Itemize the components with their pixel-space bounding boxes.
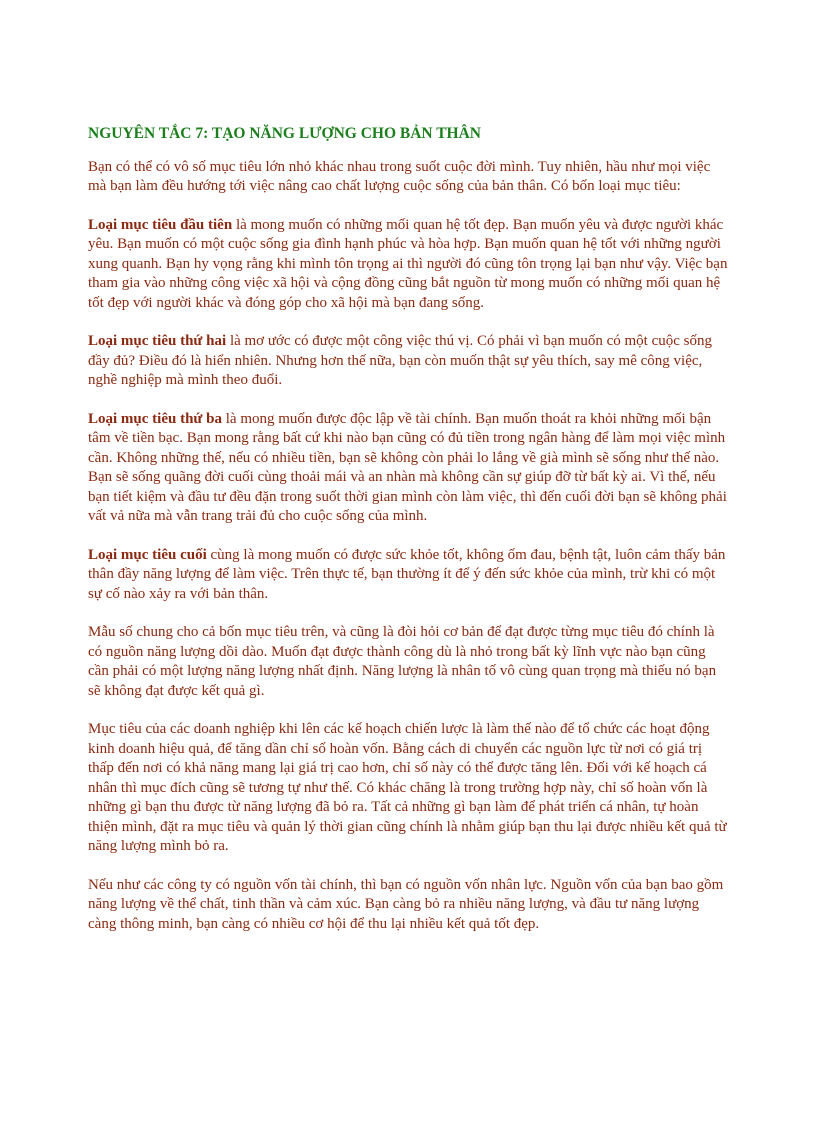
body-paragraph-3: Nếu như các công ty có nguồn vốn tài chính, thì bạn có nguồn vốn nhân lực. Nguồn vốn của bạn bao gồm năng lượng về thể chất, tinh thần và cảm xúc. Bạn càng bỏ ra nhiều năng lượng, và đầu tư năng lượng càng thông minh, bạn càng có nhiều cơ hội để thu lại nhiều kết quả tốt đẹp. [88, 876, 724, 932]
goal-text: cùng là mong muốn có được sức khỏe tốt, không ốm đau, bệnh tật, luôn cảm thấy bản thân đầy năng lượng để làm việc. Trên thực tế, bạn thường ít để ý đến sức khỏe của mình, trừ khi có một sự cố nào xảy ra với bản thân. [88, 546, 726, 602]
body-paragraph-1: Mẫu số chung cho cả bốn mục tiêu trên, và cũng là đòi hỏi cơ bản để đạt được từng mục tiêu đó chính là có nguồn năng lượng dồi dào. Muốn đạt được thành công dù là nhỏ trong bất kỳ lĩnh vực nào bạn cũng cần phải có một lượng năng lượng nhất định. Năng lượng là nhân tố vô cùng quan trọng mà thiếu nó bạn sẽ không đạt được kết quả gì. [88, 624, 717, 699]
goal-paragraph-2 [88, 332, 728, 391]
goal-lead: Loại mục tiêu đầu tiên [88, 216, 233, 233]
body-paragraph-2: Mục tiêu của các doanh nghiệp khi lên các kế hoạch chiến lược là làm thế nào để tổ chức các hoạt động kinh doanh hiệu quả, để tăng dần chỉ số hoàn vốn. Bằng cách di chuyển các nguồn lực từ nơi có giá trị thấp đến nơi có khả năng mang lại giá trị cao hơn, chỉ số này có thể được tăng lên. Đối với kế hoạch cá nhân thì mục đích cũng sẽ tương tự như thế. Có khác chăng là trong trường hợp này, chỉ số hoàn vốn là những gì bạn thu được từ năng lượng đã bỏ ra. Tất cả những gì bạn làm để phát triển cá nhân, tự hoàn thiện mình, đặt ra mục tiêu và quản lý thời gian cũng chính là nhằm giúp bạn thu lại được nhiều kết quả từ năng lượng mình bỏ ra. [88, 721, 727, 854]
goal-lead: Loại mục tiêu thứ hai [88, 333, 227, 349]
goal-paragraph-4 [88, 546, 728, 605]
goal-text: là mơ ước có được một công việc thú vị. Có phải vì bạn muốn có một cuộc sống đầy đủ? Điều đó là hiển nhiên. Nhưng hơn thế nữa, bạn còn muốn thật sự yêu thích, say mê công việc, nghề nghiệp mà mình theo đuổi. [88, 333, 712, 388]
goal-lead: Loại mục tiêu cuối [88, 546, 207, 563]
intro-paragraph: Bạn có thể có vô số mục tiêu lớn nhỏ khác nhau trong suốt cuộc đời mình. Tuy nhiên, hầu như mọi việc mà bạn làm đều hướng tới việc nâng cao chất lượng cuộc sống của bản thân. Có bốn loại mục tiêu: [88, 158, 711, 194]
goal-paragraph-3 [88, 410, 728, 527]
goal-text: là mong muốn có những mối quan hệ tốt đẹp. Bạn muốn yêu và được người khác yêu. Bạn muốn có một cuộc sống gia đình hạnh phúc và hòa hợp. Bạn muốn quan hệ tốt với những người xung quanh. Bạn hy vọng rằng khi mình tôn trọng ai thì người đó cũng tôn trọng lại bạn như vậy. Việc bạn tham gia vào những công việc xã hội và cộng đồng cũng bắt nguồn từ mong muốn có những mối quan hệ tốt đẹp với người khác và đóng góp cho xã hội mà bạn đang sống. [88, 216, 728, 311]
goal-paragraph-1 [88, 216, 728, 314]
document-page [88, 124, 728, 953]
goal-lead: Loại mục tiêu thứ ba [88, 410, 223, 427]
goal-text: là mong muốn được độc lập về tài chính. Bạn muốn thoát ra khỏi những mối bận tâm về tiền bạc. Bạn mong rằng bất cứ khi nào bạn cũng có đủ tiền trong ngân hàng để làm mọi việc mình cần. Không những thế, nếu có nhiều tiền, bạn sẽ không còn phải lo lắng về già mình sẽ sống như thế nào. Bạn sẽ sống quãng đời cuối cùng thoải mái và an nhàn mà không cần sự giúp đỡ từ bất kỳ ai. Vì thế, nếu bạn tiết kiệm và đầu tư đều đặn trong suốt thời gian mình còn làm việc, thì đến cuối đời bạn sẽ không phải vất vả nữa mà vẫn trang trải đủ cho cuộc sống của mình. [88, 410, 727, 524]
document-title: NGUYÊN TẮC 7: TẠO NĂNG LƯỢNG CHO BẢN THÂN [88, 125, 481, 142]
